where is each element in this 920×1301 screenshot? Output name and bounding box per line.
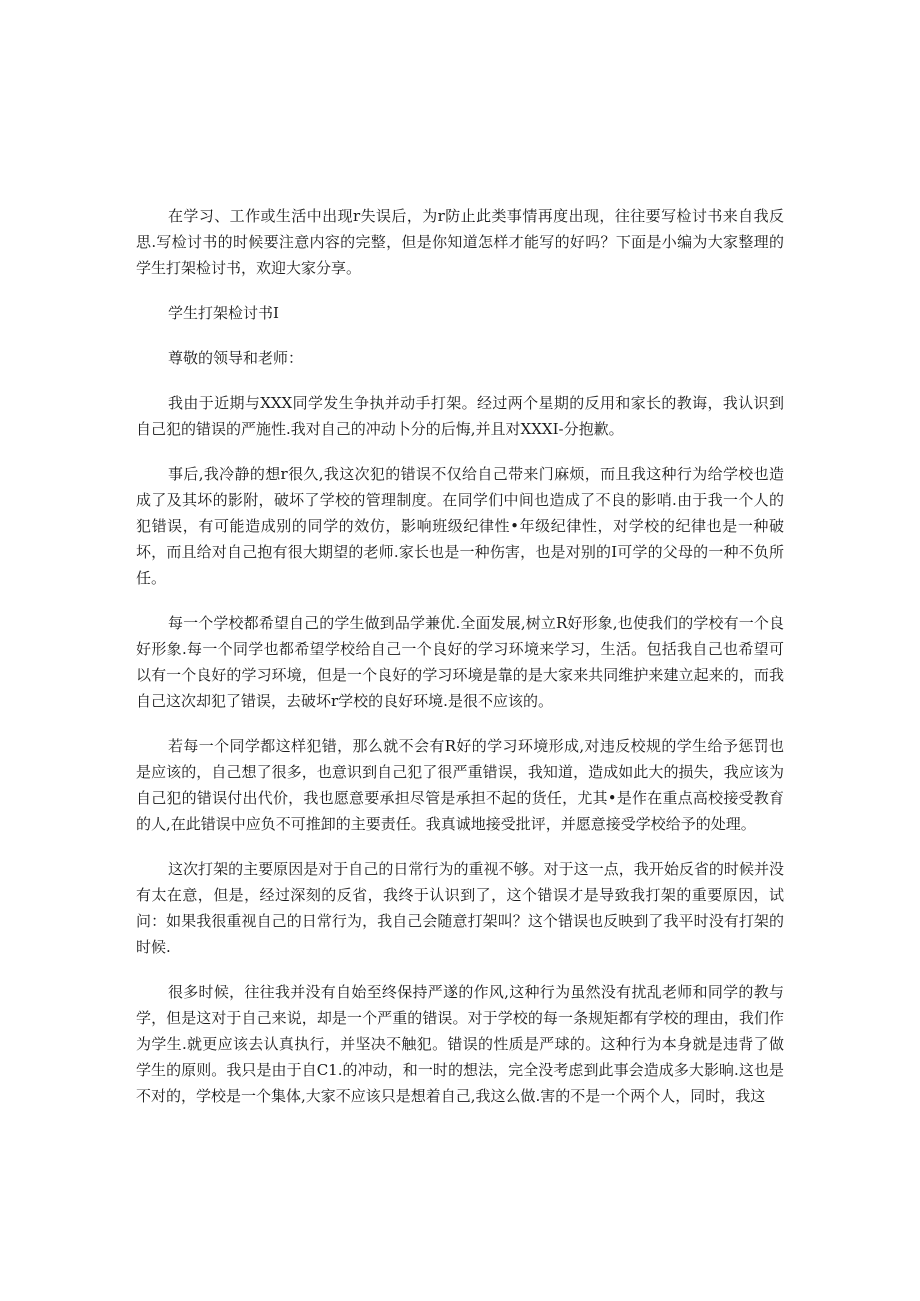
document-page [136, 203, 784, 1128]
body-paragraph-2: 事后,我冷静的想r很久,我这次犯的错误不仅给自己带来门麻烦，而且我这种行为给学校也造成了及其坏的影附，破坏了学校的管理制度。在同学们中间也造成了不良的影哨.由于我一个人的犯错误，有可能造成别的同学的效仿，影响班级纪律性•年级纪律性，对学校的纪律也是一种破坏，而且给对自己抱有很大期望的老师.家长也是一种伤害，也是对别的I可学的父母的一种不负所任。 [136, 465, 784, 587]
body-paragraph-1: 我由于近期与XXX同学发生争执并动手打架。经过两个星期的反用和家长的教诲，我认识到自己犯的错误的严施性.我对自己的冲动卜分的后悔,并且对XXXI-分抱歉。 [136, 394, 784, 438]
body-paragraph-4: 若每一个同学都这样犯错，那么就不会有R好的学习环境形成,对违反校规的学生给予惩罚也是应该的，自己想了很多，也意识到自己犯了很严重错误，我知道，造成如此大的损失，我应该为自己犯的错误付出代价，我也愿意要承担尽管是承担不起的货任，尤其•是作在重点高校接受教育的人,在此错误中应负不可推卸的主要责任。我真诚地接受批评，并愿意接受学校给予的处理。 [136, 737, 784, 833]
body-paragraph-5: 这次打架的主要原因是对于自己的日常行为的重视不够。对于这一点，我开始反省的时候并没有太在意，但是，经过深刻的反省，我终于认识到了，这个错误才是导致我打架的重要原因，试问：如果我很重视自己的日常行为，我自己会随意打架叫？这个错误也反映到了我平时没有打架的时候. [136, 860, 784, 956]
body-paragraph-3: 每一个学校都希望自己的学生做到品学兼优.全面发展,树立R好形象,也使我们的学校有一个良好形象.每一个同学也都希望学校给自己一个良好的学习环境来学习，生活。包括我自己也希望可以有一个良好的学习环境，但是一个良好的学习环境是靠的是大家来共同维护来建立起来的，而我自己这次却犯了错误，去破坏r学校的良好环境.是很不应该的。 [136, 614, 784, 710]
intro-paragraph: 在学习、工作或生活中出现r失误后，为r防止此类事情再度出现，往往要写检讨书来自我反思.写检讨书的时候要注意内容的完整，但是你知道怎样才能写的好吗？下面是小编为大家整理的学生打架检讨书，欢迎大家分享。 [136, 207, 784, 277]
document-title: 学生打架检讨书I [168, 304, 279, 322]
salutation: 尊敬的领导和老师： [168, 349, 304, 367]
body-paragraph-6: 很多时候，往往我并没有自始至终保持严遂的作风,这种行为虽然没有扰乱老师和同学的教与学，但是这对于自己来说，却是一个严重的错误。对于学校的每一条规矩都有学校的理由，我们作为学生.就更应该去认真执行，并坚决不触犯。错误的性质是严球的。这种行为本身就是违背了做学生的原则。我只是由于自C1.的冲动，和一时的想法，完全没考虑到此事会造成多大影晌.这也是不对的，学校是一个集体,大家不应该只是想着自己,我这么做.害的不是一个两个人，同时，我这 [136, 983, 784, 1105]
